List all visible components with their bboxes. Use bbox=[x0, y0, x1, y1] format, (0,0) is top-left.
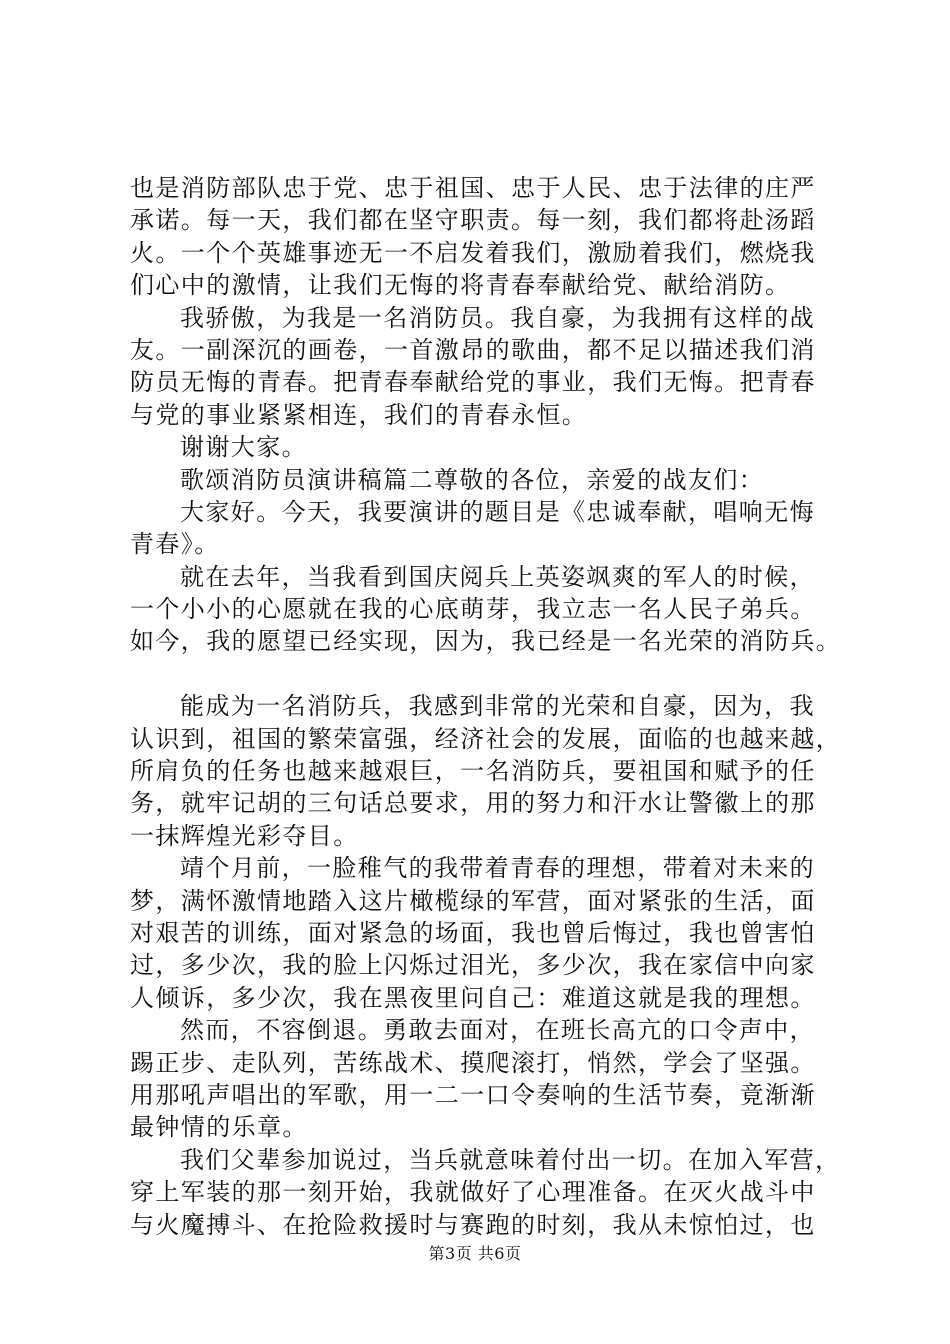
document-body bbox=[130, 172, 850, 1241]
text-line: 谢谢大家。 bbox=[180, 433, 307, 462]
text-line: 一个小小的心愿就在我的心底萌芽，我立志一名人民子弟兵。 bbox=[130, 595, 816, 624]
text-line: 然而，不容倒退。勇敢去面对，在班长高亢的口令声中， bbox=[180, 1016, 815, 1045]
text-line: 务，就牢记胡的三句话总要求，用的努力和汗水让警徽上的那 bbox=[130, 789, 816, 818]
text-line: 我骄傲，为我是一名消防员。我自豪，为我拥有这样的战 bbox=[180, 303, 815, 332]
text-line: 我们父辈参加说过，当兵就意味着付出一切。在加入军营， bbox=[180, 1145, 841, 1174]
text-line: 对艰苦的训练，面对紧急的场面，我也曾后悔过，我也曾害怕 bbox=[130, 918, 816, 947]
text-line: 与党的事业紧紧相连，我们的青春永恒。 bbox=[130, 400, 588, 429]
text-line: 一抹辉煌光彩夺目。 bbox=[130, 821, 359, 850]
text-line: 穿上军装的那一刻开始，我就做好了心理准备。在灭火战斗中 bbox=[130, 1178, 816, 1207]
text-line: 青春》。 bbox=[130, 530, 220, 559]
text-line: 梦，满怀激情地踏入这片橄榄绿的军营，面对紧张的生活，面 bbox=[130, 886, 816, 915]
text-line: 能成为一名消防兵，我感到非常的光荣和自豪，因为，我 bbox=[180, 692, 815, 721]
text-line: 人倾诉，多少次，我在黑夜里问自己：难道这就是我的理想。 bbox=[130, 983, 816, 1012]
text-line: 如今，我的愿望已经实现，因为，我已经是一名光荣的消防兵。 bbox=[130, 627, 842, 656]
text-line: 靖个月前，一脸稚气的我带着青春的理想，带着对未来的 bbox=[180, 854, 815, 883]
text-line: 歌颂消防员演讲稿篇二尊敬的各位，亲爱的战友们： bbox=[180, 465, 765, 494]
text-line: 们心中的激情，让我们无悔的将青春奉献给党、献给消防。 bbox=[130, 271, 791, 300]
text-line: 所肩负的任务也越来越艰巨，一名消防兵，要祖国和赋予的任 bbox=[130, 757, 816, 786]
text-line: 友。一副深沉的画卷，一首激昂的歌曲，都不足以描述我们消 bbox=[130, 335, 816, 364]
text-line: 大家好。今天，我要演讲的题目是《忠诚奉献，唱响无悔 bbox=[180, 497, 815, 526]
text-line: 认识到，祖国的繁荣富强，经济社会的发展，面临的也越来越， bbox=[130, 724, 842, 753]
text-line: 就在去年，当我看到国庆阅兵上英姿飒爽的军人的时候， bbox=[180, 562, 815, 591]
text-line: 最钟情的乐章。 bbox=[130, 1113, 308, 1142]
text-line: 踢正步、走队列，苦练战术、摸爬滚打，悄然，学会了坚强。 bbox=[130, 1048, 816, 1077]
text-line: 火。一个个英雄事迹无一不启发着我们，激励着我们，燃烧我 bbox=[130, 238, 816, 267]
text-line: 防员无悔的青春。把青春奉献给党的事业，我们无悔。把青春 bbox=[130, 368, 816, 397]
text-line: 与火魔搏斗、在抢险救援时与赛跑的时刻，我从未惊怕过，也 bbox=[130, 1210, 816, 1239]
text-line: 用那吼声唱出的军歌，用一二一口令奏响的生活节奏，竟渐渐 bbox=[130, 1080, 816, 1109]
text-line: 承诺。每一天，我们都在坚守职责。每一刻，我们都将赴汤蹈 bbox=[130, 206, 816, 235]
text-line: 过，多少次，我的脸上闪烁过泪光，多少次，我在家信中向家 bbox=[130, 951, 816, 980]
blank-line bbox=[130, 658, 850, 690]
text-line: 也是消防部队忠于党、忠于祖国、忠于人民、忠于法律的庄严 bbox=[130, 174, 816, 202]
page-footer: 第3页 共6页 bbox=[428, 1244, 522, 1263]
